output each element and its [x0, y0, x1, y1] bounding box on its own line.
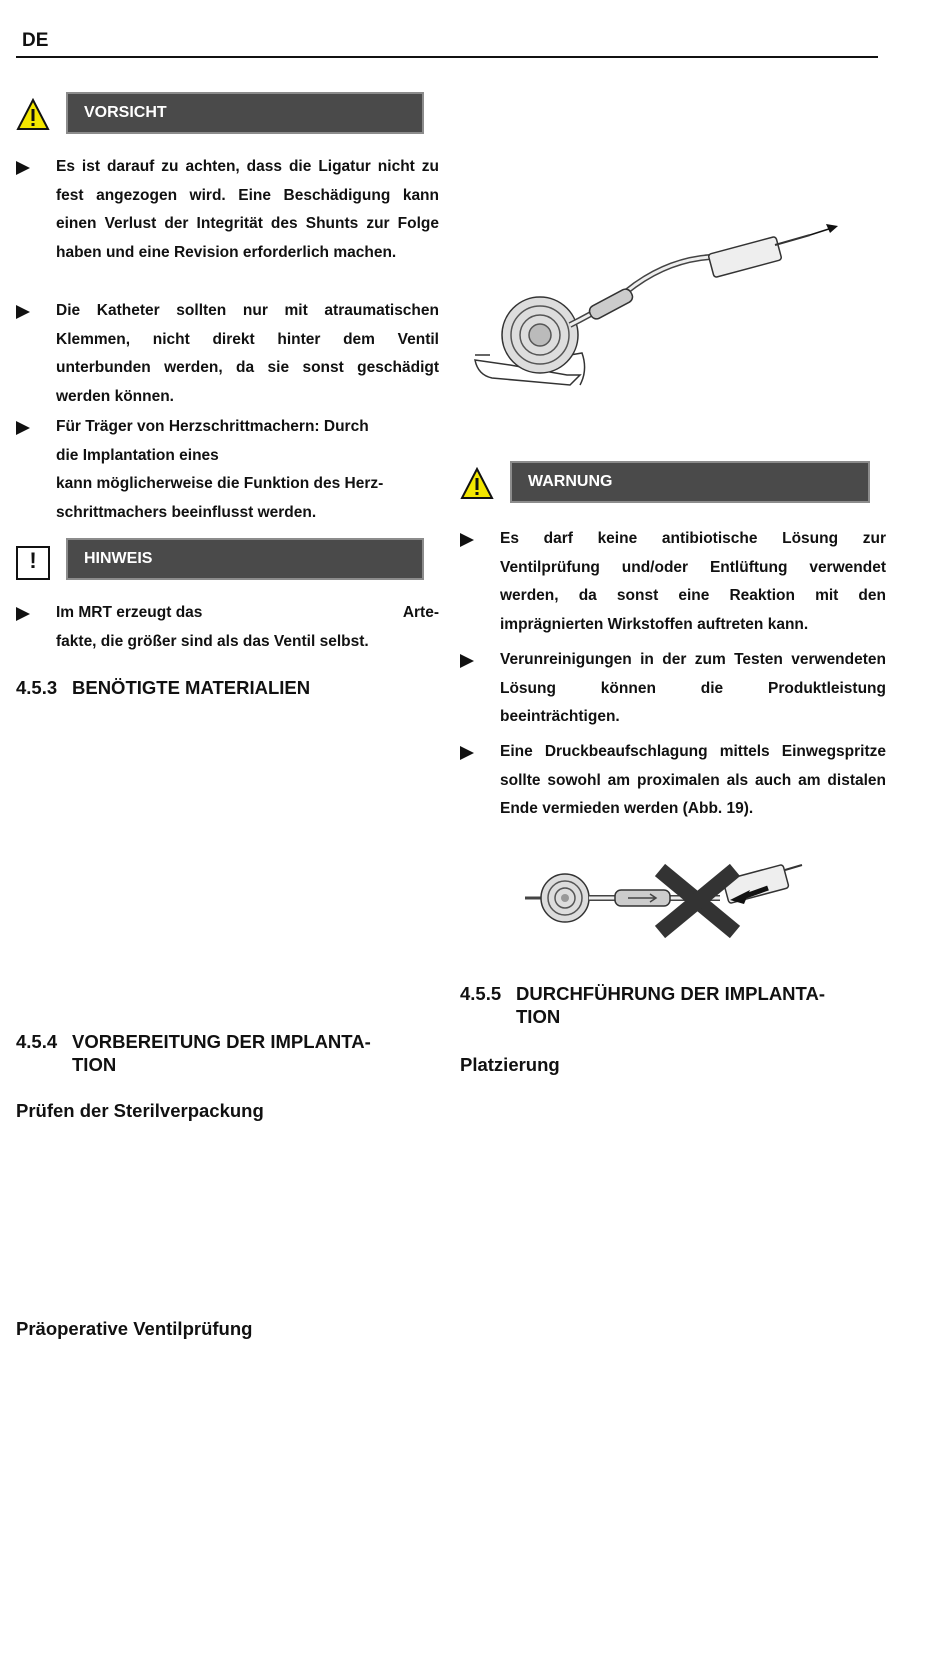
section-4-5-3-heading: 4.5.3 BENÖTIGTE MATERIALIEN	[16, 677, 311, 698]
caution-item-1: Es ist darauf zu achten, dass die Ligatur nicht zu fest angezogen wird. Eine Beschädigung kann einen Verlust der Integrität des Shunts zur Folge haben und eine Revision erforderlich machen.	[16, 153, 439, 267]
bullet-arrow-icon	[460, 746, 474, 760]
caution-notice	[16, 92, 424, 136]
subheading-placement: Platzierung	[460, 1054, 560, 1075]
warning-title: WARNUNG	[510, 461, 870, 503]
warning-item-3: Eine Druckbeaufschlagung mittels Einwegspritze sollte sowohl am proximalen als auch am distalen Ende vermieden werden (Abb. 19).	[460, 738, 886, 824]
figure-19-no-pressurization	[520, 860, 810, 940]
header-rule	[16, 56, 878, 58]
warning-triangle-icon	[460, 467, 494, 501]
subheading-sterile-packaging: Prüfen der Sterilverpackung	[16, 1100, 264, 1121]
warning-triangle-icon	[16, 98, 50, 132]
bullet-arrow-icon	[16, 161, 30, 175]
bullet-arrow-icon	[460, 533, 474, 547]
hint-title: HINWEIS	[66, 538, 424, 580]
figure-syringe-aspiration	[470, 215, 860, 410]
hint-line-1-left: Im MRT erzeugt das	[56, 604, 203, 621]
hint-line-2: fakte, die größer sind als das Ventil selbst.	[56, 632, 369, 650]
caution-title: VORSICHT	[66, 92, 424, 134]
hint-item	[16, 599, 439, 656]
subheading-preop-valve-test: Präoperative Ventilprüfung	[16, 1318, 253, 1339]
exclamation-box-icon: !	[16, 546, 50, 580]
hint-notice	[16, 538, 424, 582]
bullet-arrow-icon	[460, 654, 474, 668]
hint-line-1-right: Arte-	[402, 604, 439, 621]
caution-item-2: Die Katheter sollten nur mit atraumatischen Klemmen, nicht direkt hinter dem Ventil unterbunden werden, da sie sonst geschädigt werden können.	[16, 297, 439, 411]
section-4-5-5-heading: 4.5.5 DURCHFÜHRUNG DER IMPLANTA- TION	[460, 983, 825, 1027]
caution-item-3: Für Träger von Herzschrittmachern: Durch die Implantation eines kann möglicherweise die Funktion des Herz- schrittmachers beeinflusst werden.	[16, 413, 439, 527]
bullet-arrow-icon	[16, 305, 30, 319]
bullet-arrow-icon	[16, 607, 30, 621]
language-code: DE	[22, 30, 49, 51]
warning-item-2: Verunreinigungen in der zum Testen verwendeten Lösung können die Produktleistung beeinträchtigen.	[460, 646, 886, 732]
section-4-5-4-heading: 4.5.4 VORBEREITUNG DER IMPLANTA- TION	[16, 1031, 371, 1075]
warning-notice	[460, 461, 870, 505]
warning-item-1: Es darf keine antibiotische Lösung zur Ventilprüfung und/oder Entlüftung verwendet werden, da sonst eine Reaktion mit den imprägnierten Wirkstoffen auftreten kann.	[460, 525, 886, 639]
bullet-arrow-icon	[16, 421, 30, 435]
